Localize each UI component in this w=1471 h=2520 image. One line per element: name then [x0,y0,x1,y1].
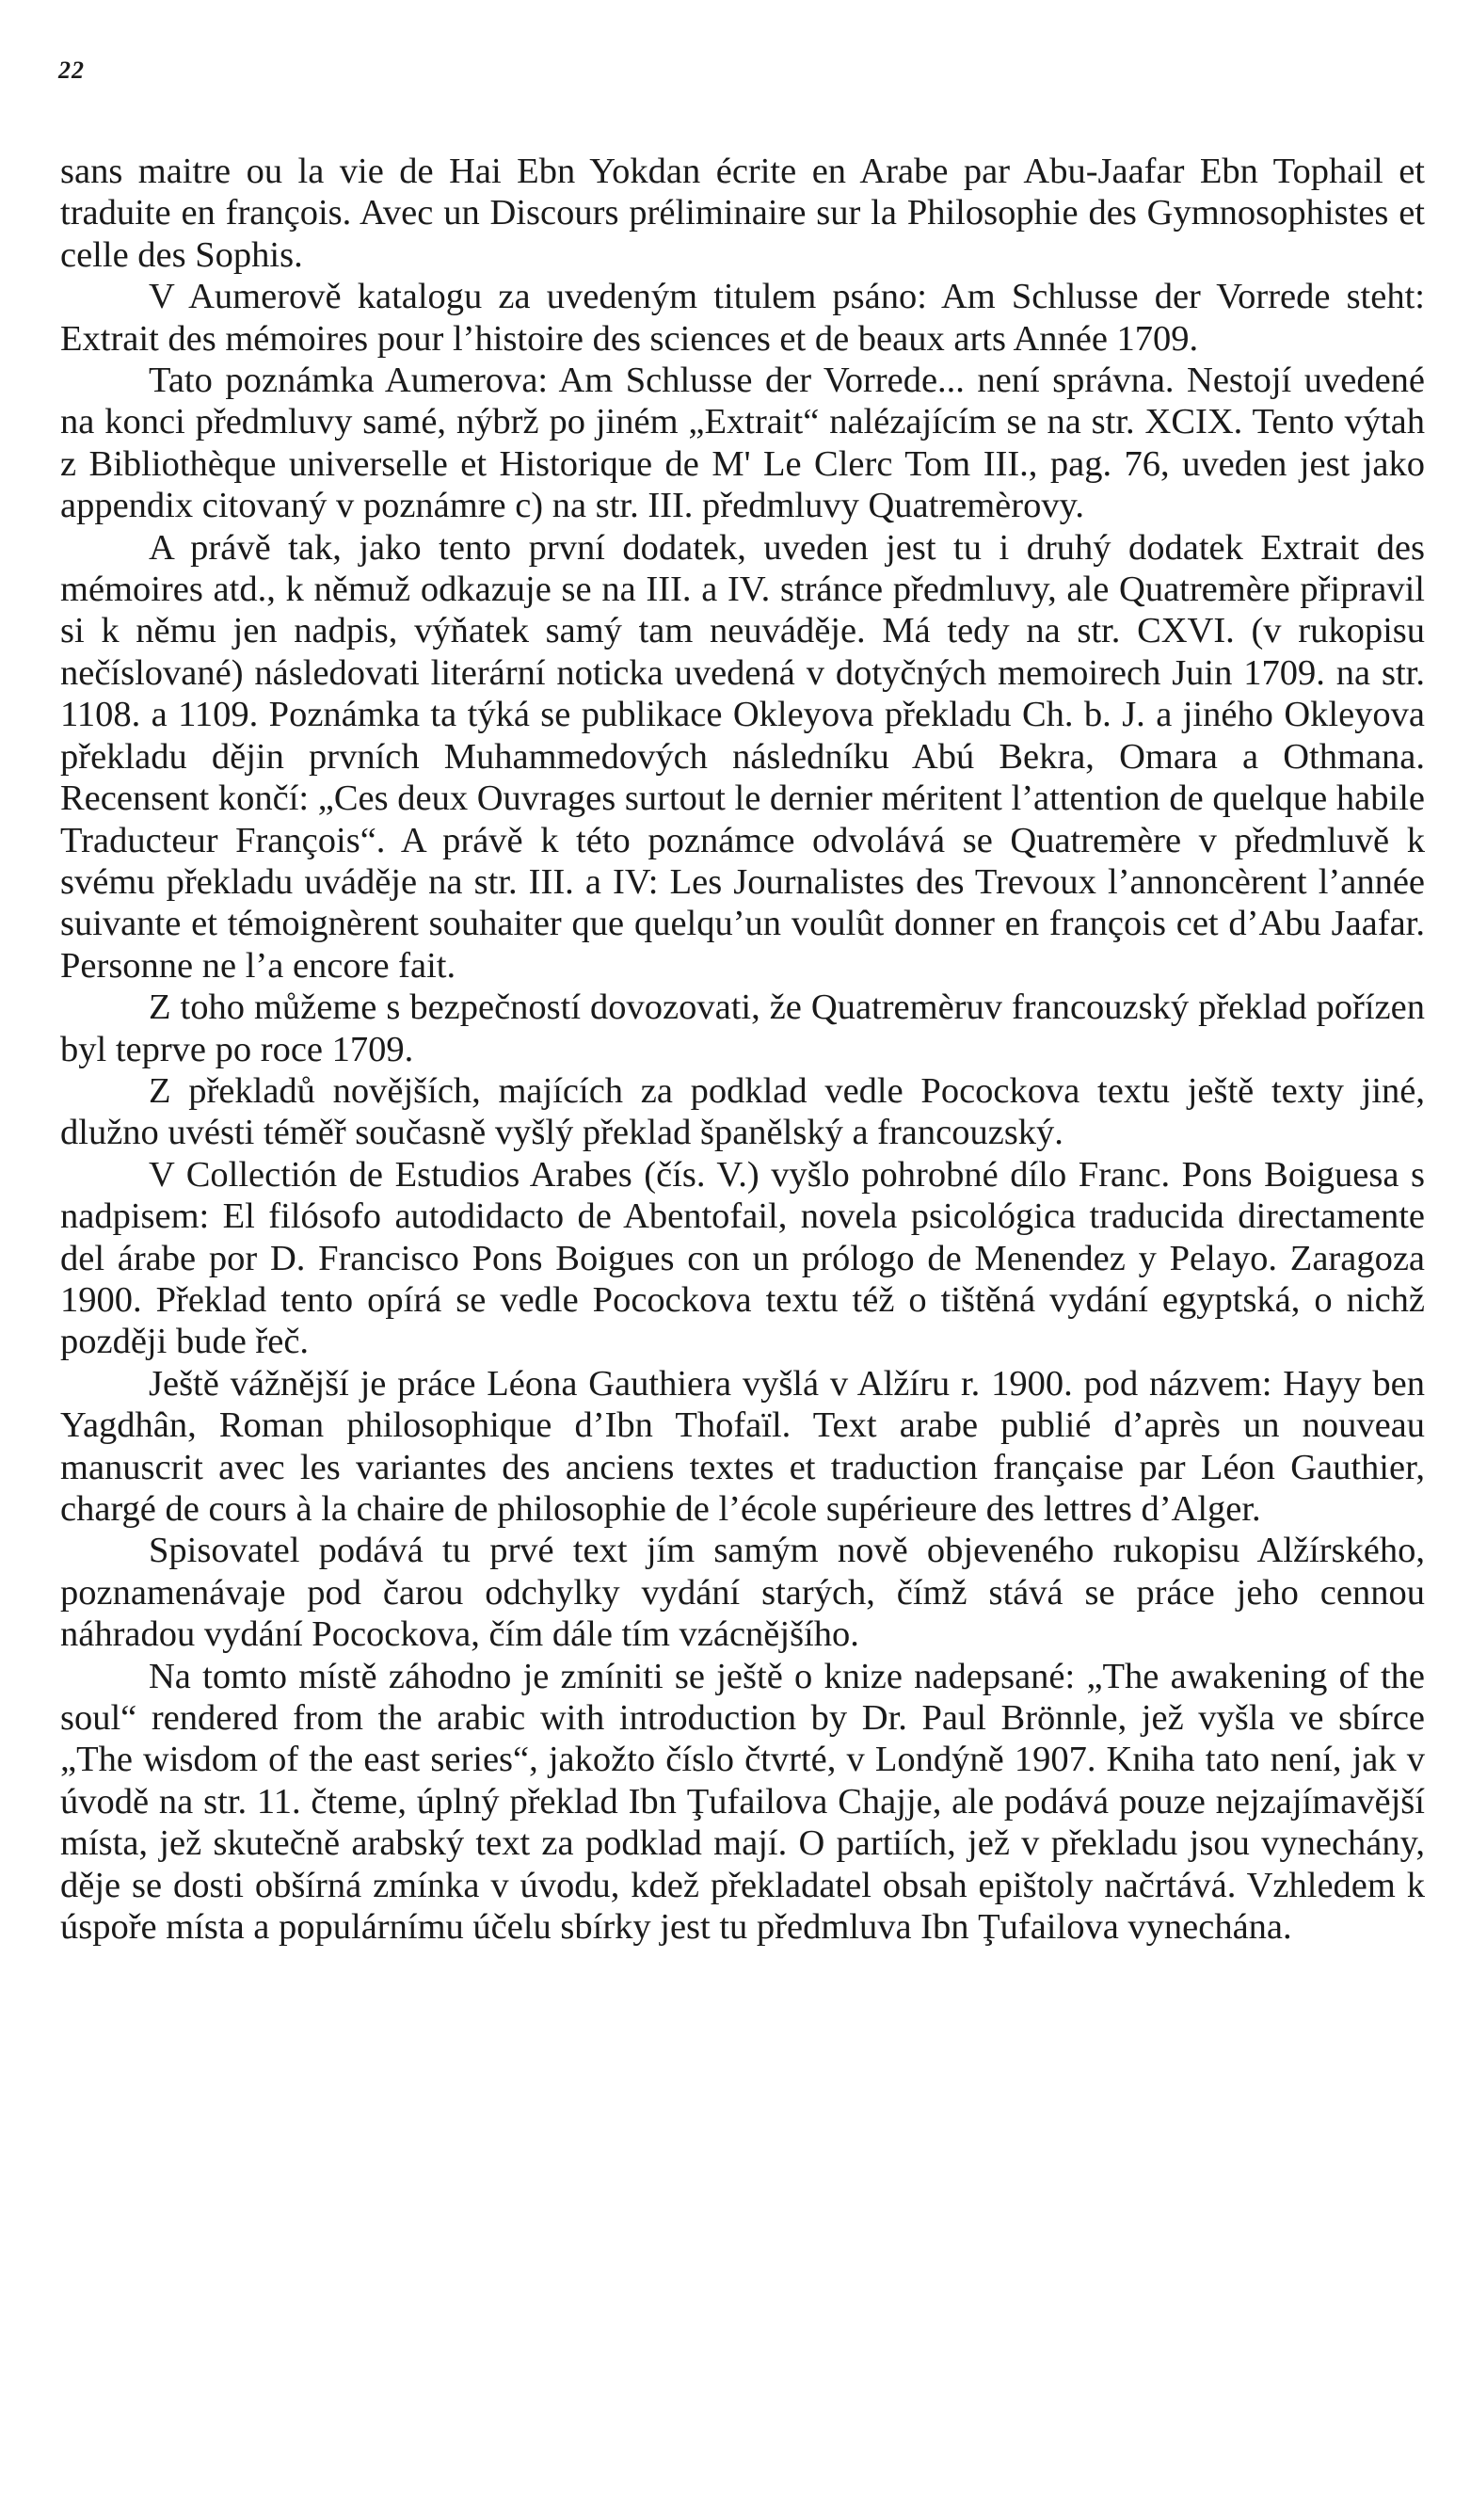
paragraph-title-continuation: sans maitre ou la vie de Hai Ebn Yokdan écrite en Arabe par Abu-Jaafar Ebn Tophail et traduite en françois. Avec un Discours préliminaire sur la Philosophie des Gymnosophistes et celle des Sophis. [60,152,1425,275]
paragraph-algiers-manuscript: Spisovatel podává tu prvé text jím samým nově objeveného rukopisu Alžírského, poznamenávaje pod čarou odchylky vydání starých, čímž stává se práce jeho cennou náhradou vydání Pocockova, čím dále tím vzácnějšího. [60,1531,1425,1655]
paragraph-aumer-catalog: V Aumerově katalogu za uvedeným titulem psáno: Am Schlusse der Vorrede steht: Extrait des mémoires pour l’histoire des sciences et de beaux arts Année 1709. [60,277,1425,359]
body-text [60,151,1425,1948]
paragraph-aumer-note: Tato poznámka Aumerova: Am Schlusse der Vorrede... není správna. Nestojí uvedené na konci předmluvy samé, nýbrž po jiném „Extrait“ nalézajícím se na str. XCIX. Tento výtah z Bibliothèque universelle et Historique de M' Le Clerc Tom III., pag. 76, uveden jest jako appendix citovaný v poznámre c) na str. III. předmluvy Quatremèrovy. [60,361,1425,526]
page-number: 22 [58,56,85,84]
paragraph-awakening-of-the-soul: Na tomto místě záhodno je zmíniti se ještě o knize nadepsané: „The awakening of the soul“ rendered from the arabic with introduction by Dr. Paul Brönnle, jež vyšla ve sbírce „The wisdom of the east series“, jakožto číslo čtvrté, v Londýně 1907. Kniha tato není, jak v úvodě na str. 11. čteme, úplný překlad Ibn Ţufailova Chajje, ale podává pouze nejzajímavější místa, jež skutečně arabský text za podklad mají. O partiích, jež v překladu jsou vynechány, děje se dosti obšírná zmínka v úvodu, kdež překladatel obsah epištoly načrtává. Vzhledem k úspoře místa a populárnímu účelu sbírky jest tu předmluva Ibn Ţufailova vynechána. [60,1656,1425,1948]
paragraph-gauthier-edition: Ještě vážnější je práce Léona Gauthiera vyšlá v Alžíru r. 1900. pod názvem: Hayy ben Yagdhân, Roman philosophique d’Ibn Thofaïl. Text arabe publié d’après un nouveau manuscrit avec les variantes des anciens textes et traduction française par Léon Gauthier, chargé de cours à la chaire de philosophie de l’école supérieure des lettres d’Alger. [60,1363,1425,1529]
paragraph-second-supplement: A právě tak, jako tento první dodatek, uveden jest tu i druhý dodatek Extrait des mémoires atd., k němuž odkazuje se na III. a IV. stránce předmluvy, ale Quatremère připravil si k němu jen nadpis, výňatek samý tam neuváděje. Má tedy na str. CXVI. (v rukopisu nečíslované) následovati literární noticka uvedená v dotyčných memoirech Juin 1709. na str. 1108. a 1109. Poznámka ta týká se publikace Okleyova překladu Ch. b. J. a jiného Okleyova překladu dějin prvních Muhammedových následníku Abú Bekra, Omara a Othmana. Recensent končí: „Ces deux Ouvrages surtout le dernier méritent l’attention de quelque habile Traducteur François“. A právě k této poznámce odvolává se Quatremère v předmluvě k svému překladu uváděje na str. III. a IV: Les Journalistes des Trevoux l’annoncèrent l’année suivante et témoignèrent souhaiter que quelqu’un voulût donner en françois cet d’Abu Jaafar. Personne ne l’a encore fait. [60,527,1425,986]
paragraph-quatremere-dating: Z toho můžeme s bezpečností dovozovati, že Quatremèruv francouzský překlad pořízen byl teprve po roce 1709. [60,987,1425,1069]
paragraph-newer-translations: Z překladů novějších, majících za podklad vedle Pocockova textu ještě texty jiné, dlužno uvésti téměř současně vyšlý překlad španělský a francouzský. [60,1070,1425,1153]
paragraph-spanish-translation: V Collectión de Estudios Arabes (čís. V.) vyšlo pohrobné dílo Franc. Pons Boiguesa s nadpisem: El filósofo autodidacto de Abentofail, novela psicológica traducida directamente del árabe por D. Francisco Pons Boigues con un prólogo de Menendez y Pelayo. Zaragoza 1900. Překlad tento opírá se vedle Pocockova textu též o tištěná vydání egyptská, o nichž později bude řeč. [60,1154,1425,1362]
